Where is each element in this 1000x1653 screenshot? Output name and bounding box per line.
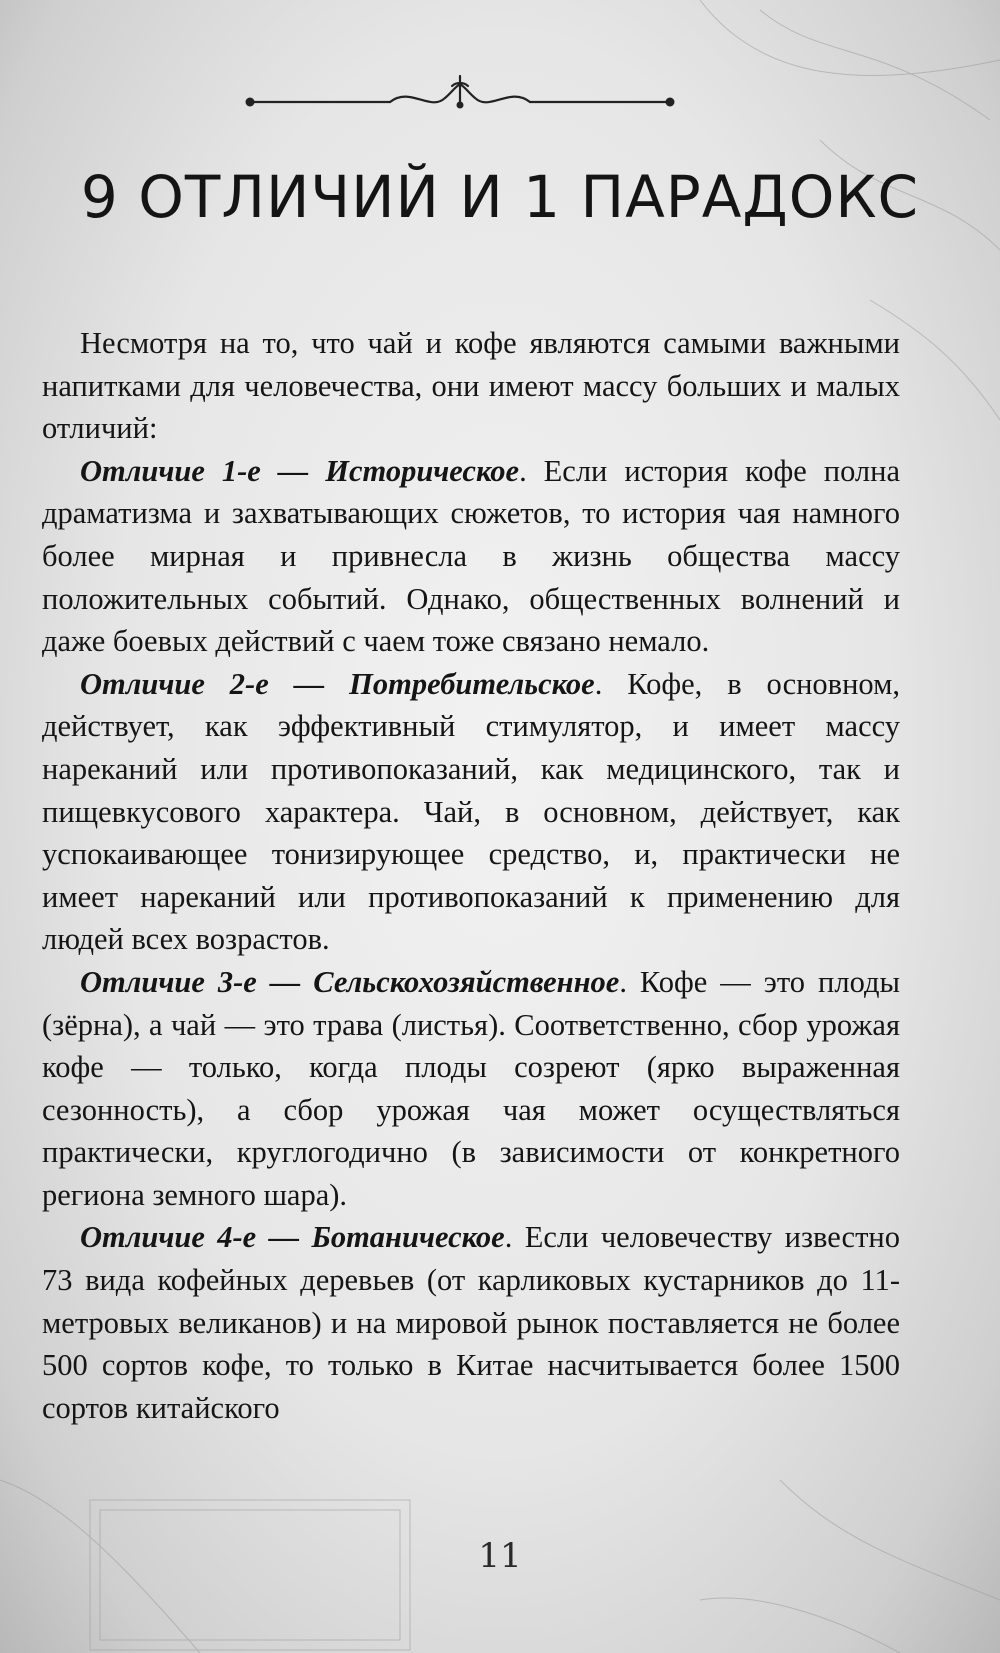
paragraph-text: Несмотря на то, что чай и кофе являются самыми важными напитками для человечества, они имеют массу больших и малых отличий: — [42, 326, 900, 446]
paragraph-intro — [42, 322, 900, 450]
paragraph-lead: Отличие 2-е — Потребительское — [80, 666, 595, 701]
paragraph-lead: Отличие 3-е — Сельскохозяйственное — [80, 964, 620, 999]
chapter-title: 9 ОТЛИЧИЙ И 1 ПАРАДОКС — [80, 163, 920, 231]
paragraph-difference-1 — [42, 450, 900, 663]
page-number: 11 — [478, 1536, 522, 1576]
paragraph-lead: Отличие 4-е — Ботаническое — [80, 1220, 505, 1255]
paragraph-lead: Отличие 1-е — Историческое — [80, 453, 520, 488]
title-ornament — [240, 72, 680, 116]
paragraph-text: . Если история кофе полна драматизма и захватывающих сюжетов, то история чая намного более мирная и привнесла в жизнь общества массу положительных событий. Однако, общественных волнений и даже боевых действий с чаем тоже связано немало. — [42, 453, 900, 659]
body-text — [42, 322, 900, 1429]
paragraph-difference-4 — [42, 1216, 900, 1429]
paragraph-text: . Если человечеству известно 73 вида кофейных деревьев (от карликовых кустарников до 11-метровых великанов) и на мировой рынок поставляется не более 500 сортов кофе, то только в Китае насчитывается более 1500 сортов китайского — [42, 1220, 900, 1425]
paragraph-text: . Кофе, в основном, действует, как эффективный стимулятор, и имеет массу нареканий или противопоказаний, как медицинского, так и пищевкусового характера. Чай, в основном, действует, как успокаивающее тонизирующее средство, и, практически не имеет нареканий или противопоказаний к применению для людей всех возрастов. — [42, 666, 900, 957]
paragraph-difference-3 — [42, 961, 900, 1217]
paragraph-text: . Кофе — это плоды (зёрна), а чай — это трава (листья). Соответственно, сбор урожая кофе — только, когда плоды созреют (ярко выраженная сезонность), а сбор урожая чая может осуществляться практически, круглогодично (в зависимости от конкретного региона земного шара). — [42, 964, 900, 1212]
paragraph-difference-2 — [42, 663, 900, 961]
